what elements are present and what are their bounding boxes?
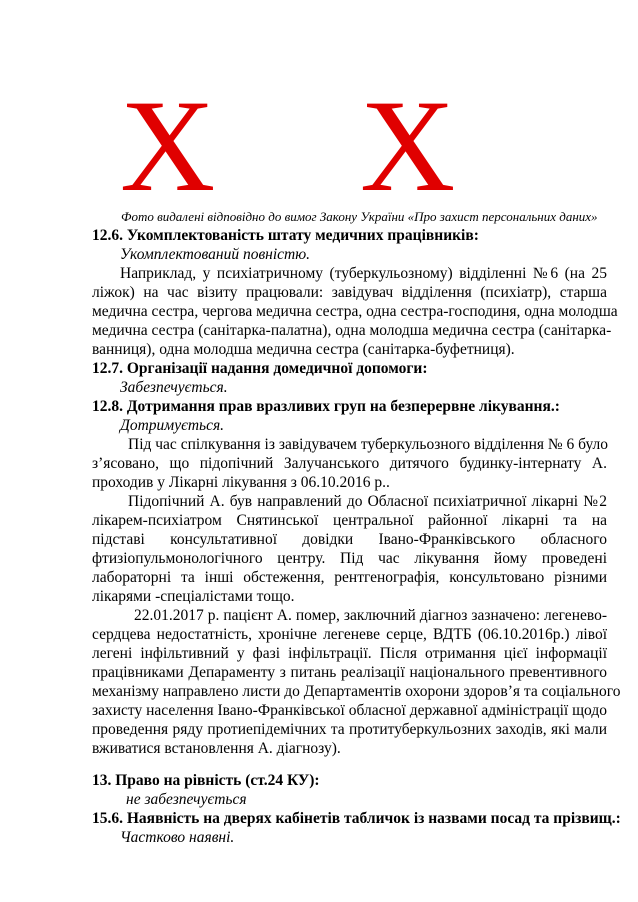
removed-photo-mark-right: X [360, 72, 456, 219]
section-12-7-status: Забезпечується. [120, 379, 228, 396]
paragraph-line: 22.01.2017 р. пацієнт А. помер, заключний діагноз зазначено: легенево- [134, 607, 607, 624]
section-15-6-status: Частково наявні. [120, 829, 235, 846]
paragraph-line: з’ясовано, що підопічний Залучанського дитячого будинку-інтернату А. [92, 455, 607, 472]
paragraph-line: фтизіопульмонологічного центру. Під час лікування йому проведені [92, 550, 607, 567]
paragraph-line: ванниця), одна молодша медична сестра (санітарка-буфетниця). [92, 341, 515, 358]
section-12-6-status: Укомплектований повністю. [120, 246, 311, 263]
section-12-8-heading: 12.8. Дотримання прав вразливих груп на безперервне лікування.: [92, 398, 560, 415]
paragraph-line: сердцева недостатність, хронічне легеневе серце, ВДТБ (06.10.2016р.) лівої [92, 626, 607, 643]
paragraph-line: проведення ряду протиепідемічних та протитуберкульозних заходів, які мали [92, 721, 607, 738]
section-15-6-heading: 15.6. Наявність на дверях кабінетів табличок із назвами посад та прізвищ.: [92, 810, 621, 827]
photo-removed-caption: Фото видалені відповідно до вимог Закону України «Про захист персональних даних» [121, 209, 598, 224]
removed-photo-mark-left: X [120, 72, 216, 219]
paragraph-line: медична сестра, чергова медична сестра, одна сестра-господиня, одна молодша [92, 303, 618, 320]
paragraph-line: лабораторні та інші обстеження, рентгенографія, консультовано різними [92, 569, 607, 586]
section-12-7-heading: 12.7. Організації надання домедичної допомоги: [92, 360, 428, 377]
paragraph-line: лікарями -спеціалістами тощо. [92, 588, 295, 605]
paragraph-line: захисту населення Івано-Франківської обласної державної адміністрації щодо [92, 702, 607, 719]
paragraph-line: Під час спілкування із завідувачем туберкульозного відділення № 6 було [128, 436, 609, 453]
paragraph-line: проходив у Лікарні лікування з 06.10.2016 р.. [92, 474, 390, 491]
paragraph-line: підставі консультативної довідки Івано-Франківського обласного [92, 531, 607, 548]
paragraph-line: медична сестра (санітарка-палатна), одна молодша медична сестра (санітарка- [92, 322, 612, 339]
paragraph-line: працівниками Депараменту з питань реалізації національного превентивного [92, 664, 607, 681]
paragraph-line: вживатися встановлення А. діагнозу). [92, 740, 341, 757]
paragraph-line: Підопічний А. був направлений до Обласної психіатричної лікарні №2 [128, 493, 607, 510]
paragraph-line: лікарем-психіатром Снятинської центральної районної лікарні та на [92, 512, 607, 529]
section-13-heading: 13. Право на рівність (ст.24 КУ): [92, 772, 320, 789]
section-12-8-status: Дотримується. [120, 417, 225, 434]
paragraph-line: механізму направлено листи до Департаментів охорони здоров’я та соціального [92, 683, 621, 700]
paragraph-line: легені інфільтивний у фазі інфільтрації. Після отримання цієї інформації [92, 645, 607, 662]
paragraph-line: Наприклад, у психіатричному (туберкульозному) відділенні №6 (на 25 [120, 265, 607, 282]
section-13-status: не забезпечується [126, 791, 247, 808]
paragraph-line: ліжок) на час візиту працювали: завідувач відділення (психіатр), старша [92, 284, 607, 301]
section-12-6-heading: 12.6. Укомплектованість штату медичних працівників: [92, 227, 479, 244]
